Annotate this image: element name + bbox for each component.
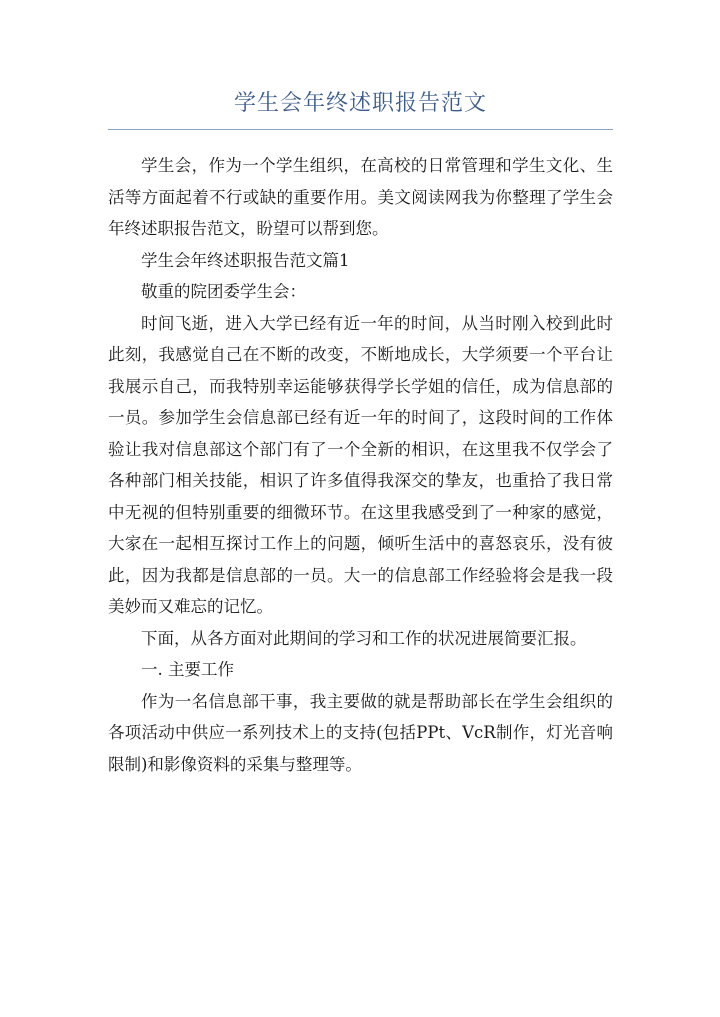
paragraph-main: 时间飞逝，进入大学已经有近一年的时间，从当时刚入校到此时此刻，我感觉自己在不断的改变，不断地成长，大学须要一个平台让我展示自己，而我特别幸运能够获得学长学姐的信任，成为信息部的一员。参加学生会信息部已经有近一年的时间了，这段时间的工作体验让我对信息部这个部门有了一个全新的相识，在这里我不仅学会了各种部门相关技能，相识了许多值得我深交的挚友，也重拾了我日常中无视的但特别重要的细微环节。在这里我感受到了一种家的感觉，大家在一起相互探讨工作上的问题，倾听生活中的喜怒哀乐，没有彼此，因为我都是信息部的一员。大一的信息部工作经验将会是我一段美妙而又难忘的记忆。 bbox=[108, 313, 613, 616]
paragraph-work: 作为一名信息部干事，我主要做的就是帮助部长在学生会组织的各项活动中供应一系列技术上的支持(包括PPt、VcR制作，灯光音响限制)和影像资料的采集与整理等。 bbox=[108, 691, 613, 774]
document-title: 学生会年终述职报告范文 bbox=[233, 91, 487, 116]
title-divider bbox=[108, 129, 613, 130]
salutation: 敬重的院团委学生会： bbox=[141, 282, 306, 301]
document-body bbox=[108, 150, 613, 780]
paragraph-intro: 学生会，作为一个学生组织，在高校的日常管理和学生文化、生活等方面起着不行或缺的重要作用。美文阅读网我为你整理了学生会年终述职报告范文，盼望可以帮到您。 bbox=[108, 156, 613, 238]
section-heading: 学生会年终述职报告范文篇1 bbox=[141, 250, 350, 270]
paragraph-summary: 下面，从各方面对此期间的学习和工作的状况进展简要汇报。 bbox=[141, 628, 587, 648]
subheading-main-work: 一. 主要工作 bbox=[141, 660, 234, 679]
